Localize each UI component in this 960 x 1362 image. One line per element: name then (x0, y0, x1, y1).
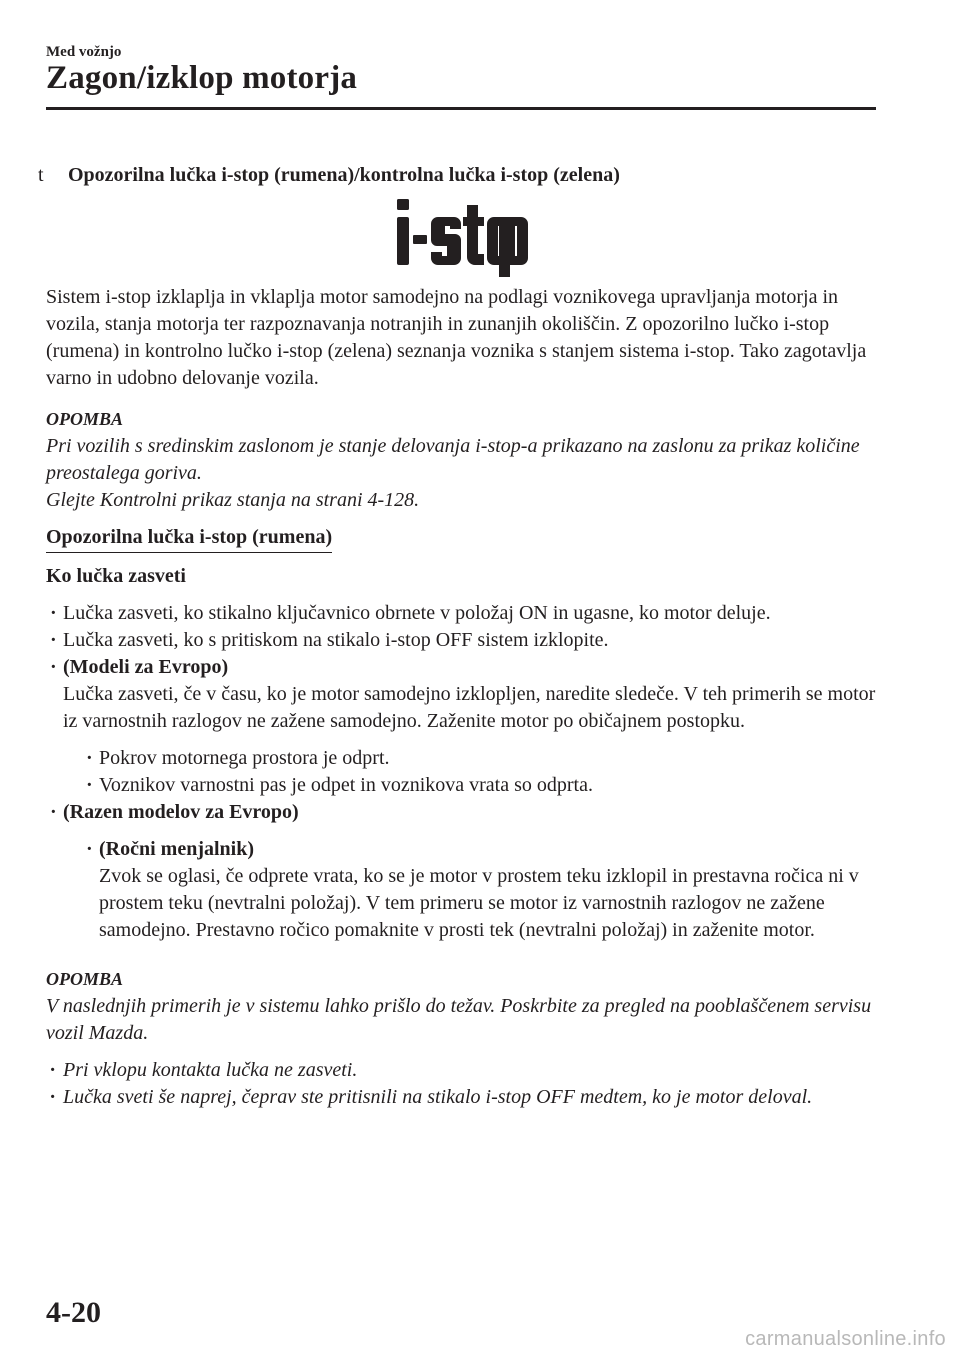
list-item: · Voznikov varnostni pas je odpet in voznikova vrata so odprta. (82, 772, 876, 799)
sub-list (82, 745, 876, 799)
list-item-label: (Ročni menjalnik) (99, 838, 254, 860)
intro-paragraph: Sistem i-stop izklaplja in vklaplja motor samodejno na podlagi voznikovega upravljanja motorja in vozila, stanja motorja ter razpoznavanja notranjih in zunanjih okoliščin. Z opozorilno lučko i-stop (rumena) in kontrolno lučko i-stop (zelena) seznanja voznika s stanjem sistema i-stop. Tako zagotavlja varno in udobno delovanje vozila. (46, 286, 867, 389)
heading-marker: t (38, 164, 44, 186)
list-item: · Lučka zasveti, ko stikalno ključavnico obrnete v položaj ON in ugasne, ko motor deluje. (46, 600, 876, 627)
note-text: Pri vozilih s sredinskim zaslonom je stanje delovanja i-stop-a prikazano na zaslonu za prikaz količine preostalega goriva. (46, 435, 860, 484)
i-stop-p-glyph (499, 217, 529, 277)
note-text: V naslednjih primerih je v sistemu lahko prišlo do težav. Poskrbite za pregled na pooblaščenem servisu vozil Mazda. (46, 995, 872, 1044)
list-item (46, 799, 876, 944)
subheading: Opozorilna lučka i-stop (rumena) (46, 524, 332, 553)
sub-subheading: Ko lučka zasveti (46, 565, 186, 587)
heading-text: Opozorilna lučka i-stop (rumena)/kontrolna lučka i-stop (zelena) (68, 164, 620, 186)
watermark: carmanualsonline.info (745, 1328, 946, 1350)
section-label: Med vožnjo (46, 44, 122, 60)
list-item: · Pokrov motornega prostora je odprt. (82, 745, 876, 772)
header-rule (46, 107, 876, 110)
page-title: Zagon/izklop motorja (46, 60, 358, 96)
list-item: · Lučka zasveti, ko s pritiskom na stikalo i-stop OFF sistem izklopite. (46, 627, 876, 654)
note-reference: Glejte Kontrolni prikaz stanja na strani 4-128. (46, 489, 420, 511)
section-heading (38, 164, 620, 187)
list-item: · Pri vklopu kontakta lučka ne zasveti. (46, 1057, 876, 1084)
content (46, 284, 876, 1111)
list-item: · Lučka sveti še naprej, čeprav ste pritisnili na stikalo i-stop OFF medtem, ko je motor deloval. (46, 1084, 876, 1111)
list-item-label: (Razen modelov za Evropo) (63, 801, 299, 823)
list-item (46, 654, 876, 799)
note-label: OPOMBA (46, 969, 124, 989)
sub-list (82, 836, 876, 944)
list-item-text: Lučka zasveti, če v času, ko je motor samodejno izklopljen, naredite sledeče. V teh primerih se motor iz varnostnih razlogov ne zažene samodejno. Zaženite motor po običajnem postopku. (63, 683, 876, 732)
page-number: 4-20 (46, 1296, 101, 1329)
note-list (46, 1057, 876, 1111)
list-item-label: (Modeli za Evropo) (63, 656, 229, 678)
list-item-text: Zvok se oglasi, če odprete vrata, ko se je motor v prostem teku izklopil in prestavna ročica ni v prostem teku (nevtralni položaj). V tem primeru se motor iz varnostnih razlogov ne zažene samodejno. Prestavno ročico pomaknite v prosti tek (nevtralni položaj) in zaženite motor. (99, 865, 859, 941)
conditions-list (46, 600, 876, 944)
subheading-wrapper (46, 524, 876, 553)
list-item (82, 836, 876, 944)
note-label: OPOMBA (46, 409, 124, 429)
